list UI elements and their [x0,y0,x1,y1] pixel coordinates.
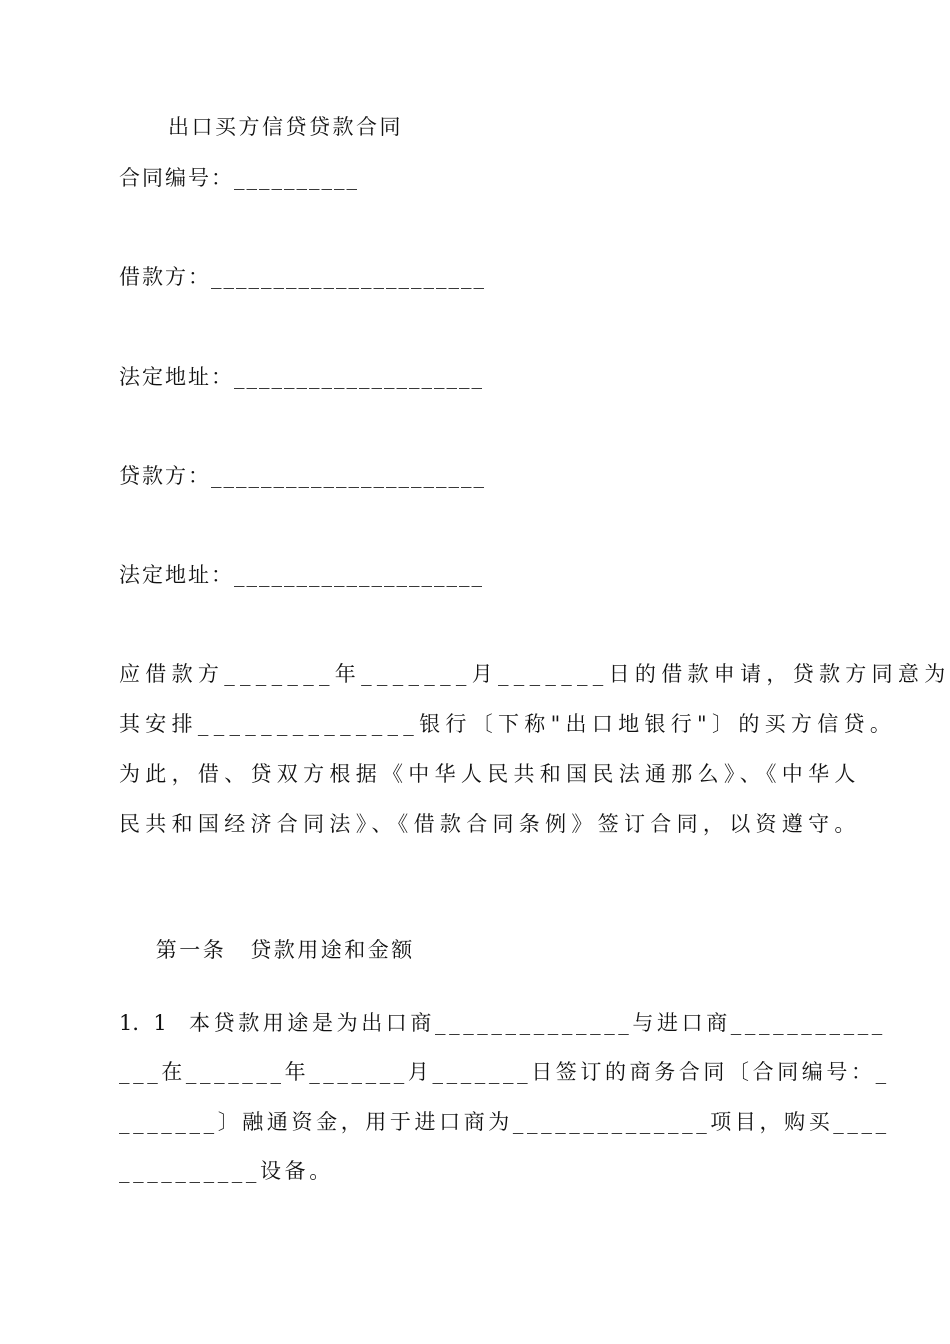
clause-line: ___在_______年_______月_______日签订的商务合同〔合同编号：_ [119,1060,890,1084]
article-title: 贷款用途和金额 [250,938,415,962]
clause-line: __________设备。 [119,1159,334,1183]
clause-text: 本贷款用途是为出口商______________与进口商___________ [189,1011,886,1035]
preamble-line: 其安排______________银行〔下称"出口地银行"〕的买方信贷。 [119,712,897,736]
article-label: 第一条 [155,938,227,962]
article-1-heading [119,908,415,992]
preamble-line: 应借款方_______年_______月_______日的借款申请，贷款方同意为 [119,662,950,686]
document-title: 出口买方信贷贷款合同 [168,115,403,139]
preamble-line: 为此，借、贷双方根据《中华人民共和国民法通那么》、《中华人 [119,762,861,786]
clause-line: _______〕融通资金，用于进口商为______________项目，购买____ [119,1110,890,1134]
clause-number: 1．1 [119,1011,167,1035]
clause-line [119,1009,886,1037]
preamble-line: 民共和国经济合同法》、《借款合同条例》签订合同，以资遵守。 [119,812,861,836]
borrower-address-field: 法定地址：____________________ [119,365,484,389]
lender-address-field: 法定地址：____________________ [119,563,484,587]
contract-number-field: 合同编号：__________ [119,166,359,190]
borrower-field: 借款方：______________________ [119,265,486,289]
lender-field: 贷款方：______________________ [119,464,486,488]
